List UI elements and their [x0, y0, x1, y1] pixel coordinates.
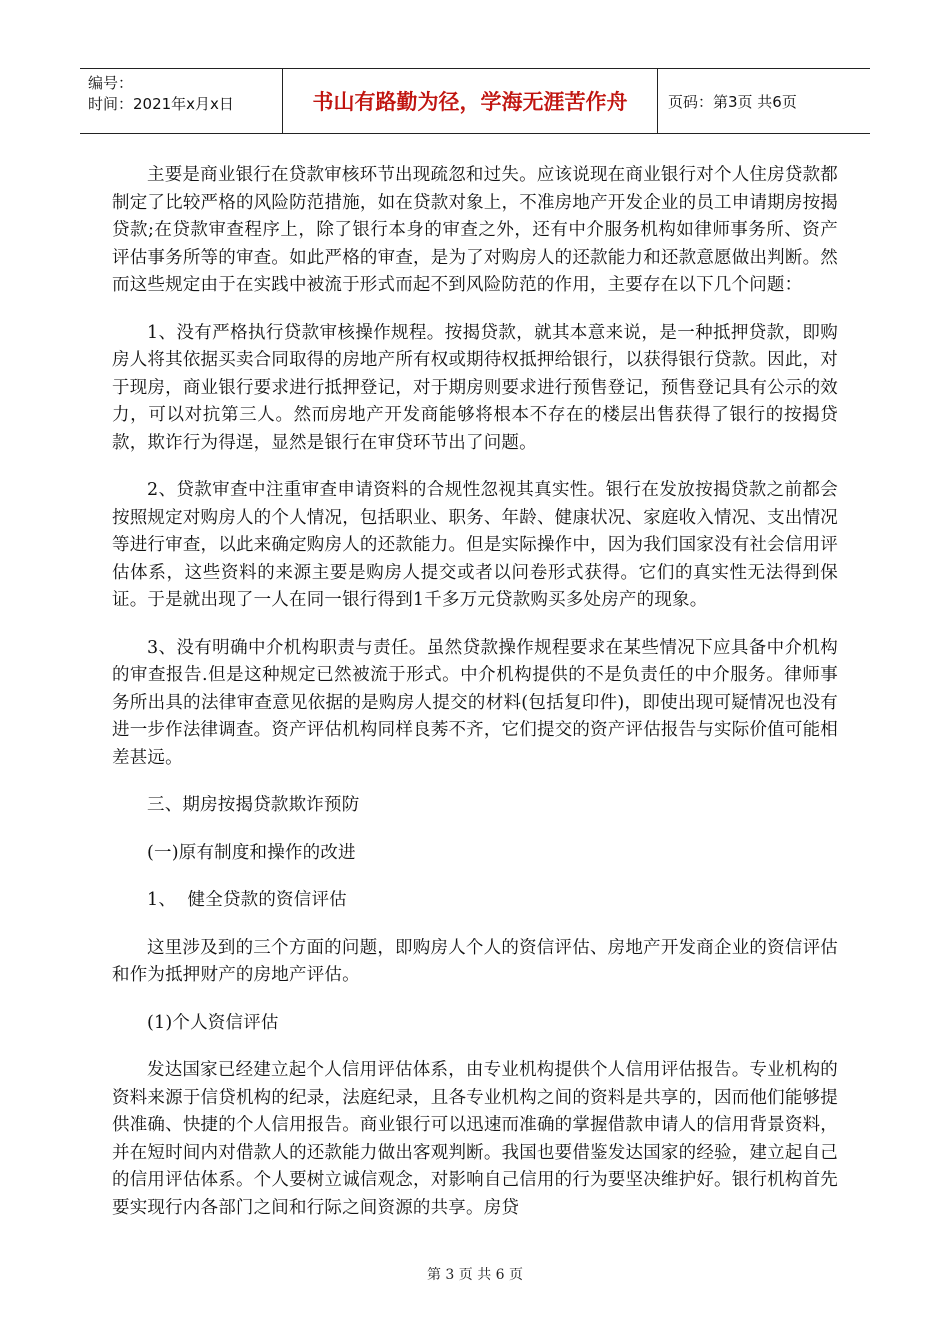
paragraph: 1、没有严格执行贷款审核操作规程。按揭贷款，就其本意来说，是一种抵押贷款，即购房人将其依据买卖合同取得的房地产所有权或期待权抵押给银行，以获得银行贷款。因此，对于现房，商业银行要求进行抵押登记，对于期房则要求进行预售登记，预售登记具有公示的效力，可以对抗第三人。然而房地产开发商能够将根本不存在的楼层出售获得了银行的按揭贷款，欺诈行为得逞，显然是银行在审贷环节出了问题。: [112, 322, 838, 453]
paragraph: 主要是商业银行在贷款审核环节出现疏忽和过失。应该说现在商业银行对个人住房贷款都制定了比较严格的风险防范措施，如在贷款对象上，不准房地产开发企业的员工申请期房按揭贷款;在贷款审查程序上，除了银行本身的审查之外，还有中介服务机构如律师事务所、资产评估事务所等的审查。如此严格的审查，是为了对购房人的还款能力和还款意愿做出判断。然而这些规定由于在实践中被流于形式而起不到风险防范的作用，主要存在以下几个问题：: [112, 165, 838, 295]
subsection-heading: (一)原有制度和操作的改进: [147, 842, 356, 863]
date-label: 时间：2021年x月x日: [88, 95, 234, 113]
header-meta: [80, 69, 283, 133]
number-label: 编号：: [88, 74, 134, 92]
header-page-info: 页码：第3页 共6页: [668, 92, 797, 111]
paragraph: 3、没有明确中介机构职责与责任。虽然贷款操作规程要求在某些情况下应具备中介机构的审查报告.但是这种规定已然被流于形式。中介机构提供的不是负责任的中介服务。律师事务所出具的法律审查意见依据的是购房人提交的材料(包括复印件)，即使出现可疑情况也没有进一步作法律调查。资产评估机构同样良莠不齐，它们提交的资产评估报告与实际价值可能相差甚远。: [112, 637, 838, 768]
document-body: [112, 162, 838, 1242]
paragraph: 这里涉及到的三个方面的问题，即购房人个人的资信评估、房地产开发商企业的资信评估和作为抵押财产的房地产评估。: [112, 937, 838, 985]
page-footer: 第 3 页 共 6 页: [426, 1267, 524, 1283]
item-heading: (1)个人资信评估: [147, 1012, 279, 1033]
item-heading: 1、 健全贷款的资信评估: [147, 890, 347, 910]
section-heading: 三、期房按揭贷款欺诈预防: [147, 795, 360, 815]
paragraph: 发达国家已经建立起个人信用评估体系，由专业机构提供个人信用评估报告。专业机构的资料来源于信贷机构的纪录，法庭纪录，且各专业机构之间的资料是共享的，因而他们能够提供准确、快捷的个人信用报告。商业银行可以迅速而准确的掌握借款申请人的信用背景资料，并在短时间内对借款人的还款能力做出客观判断。我国也要借鉴发达国家的经验，建立起自己的信用评估体系。个人要树立诚信观念，对影响自己信用的行为要坚决维护好。银行机构首先要实现行内各部门之间和行际之间资源的共享。房贷: [112, 1060, 838, 1218]
page-header: [80, 68, 870, 134]
paragraph: 2、贷款审查中注重审查申请资料的合规性忽视其真实性。银行在发放按揭贷款之前都会按照规定对购房人的个人情况，包括职业、职务、年龄、健康状况、家庭收入情况、支出情况等进行审查，以此来确定购房人的还款能力。但是实际操作中，因为我们国家没有社会信用评估体系，这些资料的来源主要是购房人提交或者以问卷形式获得。它们的真实性无法得到保证。于是就出现了一人在同一银行得到1千多万元贷款购买多处房产的现象。: [112, 480, 838, 610]
header-motto: 书山有路勤为径，学海无涯苦作舟: [283, 69, 658, 133]
